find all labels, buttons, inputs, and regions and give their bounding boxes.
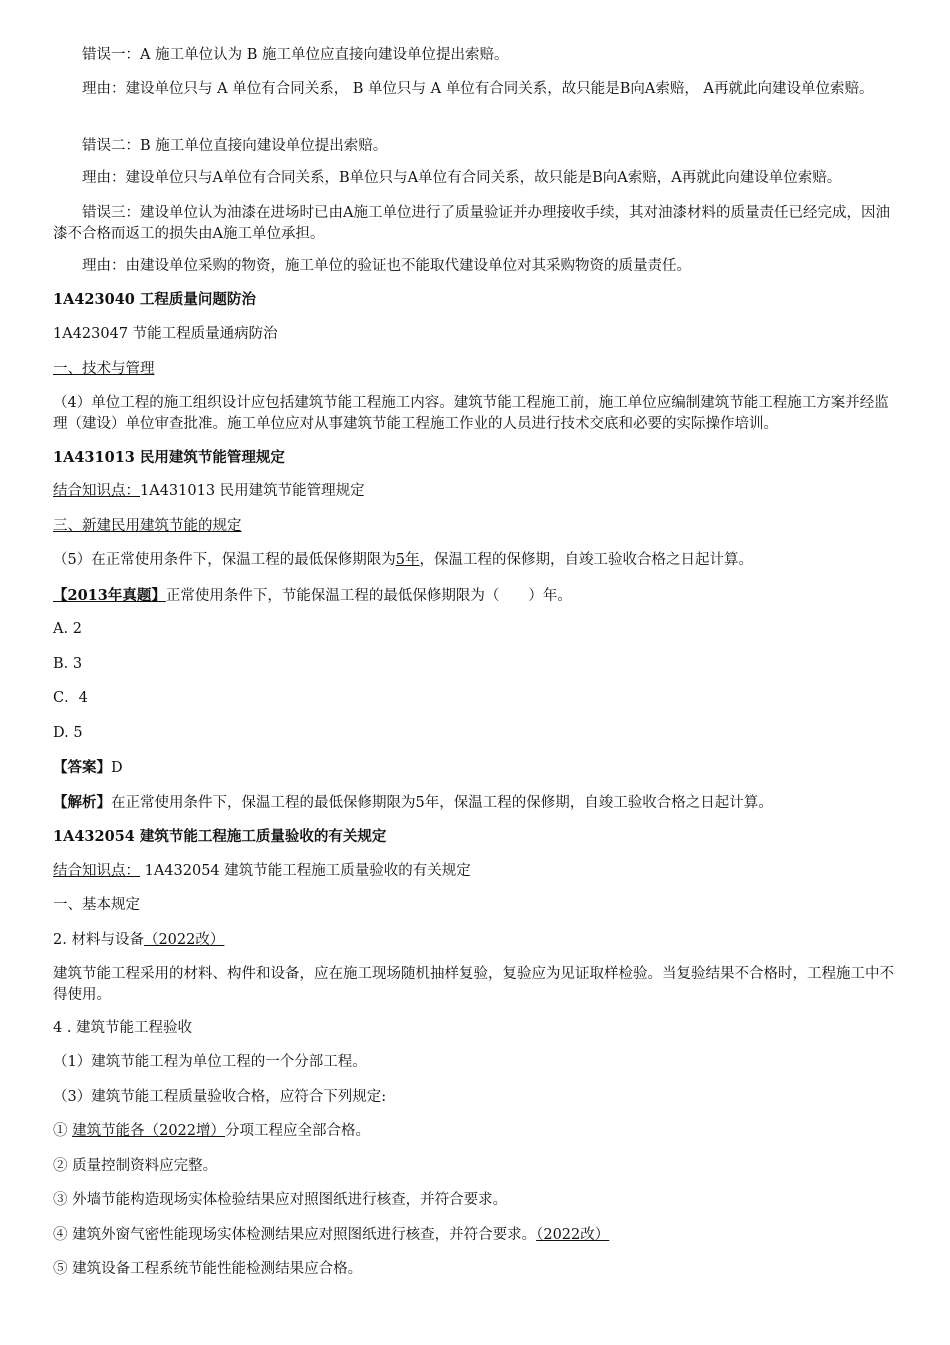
kp2-label: 结合知识点： <box>53 863 140 879</box>
p5-u: 5年 <box>395 552 420 568</box>
exam-text: 正常使用条件下，节能保温工程的最低保修期限为（ ）年。 <box>165 588 572 604</box>
kp1-label: 结合知识点： <box>53 483 140 499</box>
c4-tag: （2022改） <box>536 1227 610 1243</box>
error-two: 错误二：B 施工单位直接向建设单位提出索赔。 <box>82 138 388 154</box>
knowledge-point-2 <box>53 861 898 882</box>
option-b: B. 3 <box>53 656 83 672</box>
c1-num: ① <box>53 1123 73 1139</box>
criterion-2: ② 质量控制资料应完整。 <box>53 1158 218 1174</box>
p5-a: （5）在正常使用条件下，保温工程的最低保修期限为 <box>53 552 396 568</box>
criterion-1 <box>53 1121 898 1142</box>
criterion-3: ③ 外墙节能构造现场实体检验结果应对照图纸进行核查，并符合要求。 <box>53 1192 508 1208</box>
kp1-text: 1A431013 民用建筑节能管理规定 <box>140 483 365 499</box>
para-5 <box>53 550 898 571</box>
item-2-body: 建筑节能工程采用的材料、构件和设备，应在施工现场随机抽样复验，复验应为见证取样检验。当复验结果不合格时，工程施工中不得使用。 <box>53 966 894 1003</box>
analysis-text: 在正常使用条件下，保温工程的最低保修期限为5年，保温工程的保修期，自竣工验收合格之日起计算。 <box>111 795 773 811</box>
answer-tag: 【答案】 <box>53 759 111 776</box>
c1-u: 建筑节能各（2022增） <box>72 1123 226 1139</box>
option-a: A. 2 <box>53 621 82 637</box>
heading-1a431013: 1A431013 民用建筑节能管理规定 <box>53 449 285 466</box>
criterion-5: ⑤ 建筑设备工程系统节能性能检测结果应合格。 <box>53 1261 363 1277</box>
answer <box>53 757 898 779</box>
c1-rest: 分项工程应全部合格。 <box>225 1123 371 1139</box>
option-c: C．4 <box>53 690 88 706</box>
item-4-1: （1）建筑节能工程为单位工程的一个分部工程。 <box>53 1054 367 1070</box>
section-new: 三、新建民用建筑节能的规定 <box>53 518 242 534</box>
item2-tag: （2022改） <box>143 932 225 948</box>
heading-1a432054: 1A432054 建筑节能工程施工质量验收的有关规定 <box>53 828 387 845</box>
item2-text: 2. 材料与设备 <box>53 932 144 948</box>
item-2 <box>53 930 898 951</box>
subheading-1a423047: 1A423047 节能工程质量通病防治 <box>53 326 278 342</box>
answer-value: D <box>111 760 123 776</box>
error-one: 错误一：A 施工单位认为 B 施工单位应直接向建设单位提出索赔。 <box>82 47 509 63</box>
kp2-text: 1A432054 建筑节能工程施工质量验收的有关规定 <box>140 863 471 879</box>
section-tech-wrap <box>53 359 898 380</box>
c4-text: ④ 建筑外窗气密性能现场实体检测结果应对照图纸进行核查，并符合要求。 <box>53 1227 537 1243</box>
criterion-4 <box>53 1225 898 1246</box>
knowledge-point-1 <box>53 481 898 502</box>
exam-question <box>53 585 898 607</box>
item-4: 4 . 建筑节能工程验收 <box>53 1020 193 1036</box>
section-basic: 一、基本规定 <box>53 897 140 913</box>
heading-1a423040: 1A423040 工程质量问题防治 <box>53 291 256 308</box>
option-d: D. 5 <box>53 725 83 741</box>
p5-b: ，保温工程的保修期，自竣工验收合格之日起计算。 <box>419 552 753 568</box>
reason-one: 理由：建设单位只与 A 单位有合同关系， B 单位只与 A 单位有合同关系，故只能是B向A索赔， A再就此向建设单位索赔。 <box>82 81 874 97</box>
exam-tag: 【2013年真题】 <box>53 587 166 604</box>
section-tech: 一、技术与管理 <box>53 361 155 377</box>
error-three: 错误三：建设单位认为油漆在进场时已由A施工单位进行了质量验证并办理接收手续，其对油漆材料的质量责任已经完成，因油漆不合格而返工的损失由A施工单位承担。 <box>53 205 890 242</box>
para-4-unit: （4）单位工程的施工组织设计应包括建筑节能工程施工内容。建筑节能工程施工前，施工单位应编制建筑节能工程施工方案并经监理（建设）单位审查批准。施工单位应对从事建筑节能工程施工作业的人员进行技术交底和必要的实际操作培训。 <box>53 395 889 432</box>
section-new-wrap <box>53 516 898 537</box>
reason-two: 理由：建设单位只与A单位有合同关系，B单位只与A单位有合同关系，故只能是B向A索赔，A再就此向建设单位索赔。 <box>82 170 842 186</box>
analysis-tag: 【解析】 <box>53 794 111 811</box>
item-4-3: （3）建筑节能工程质量验收合格，应符合下列规定: <box>53 1089 387 1105</box>
reason-three: 理由：由建设单位采购的物资，施工单位的验证也不能取代建设单位对其采购物资的质量责任。 <box>82 258 691 274</box>
analysis <box>53 792 898 814</box>
